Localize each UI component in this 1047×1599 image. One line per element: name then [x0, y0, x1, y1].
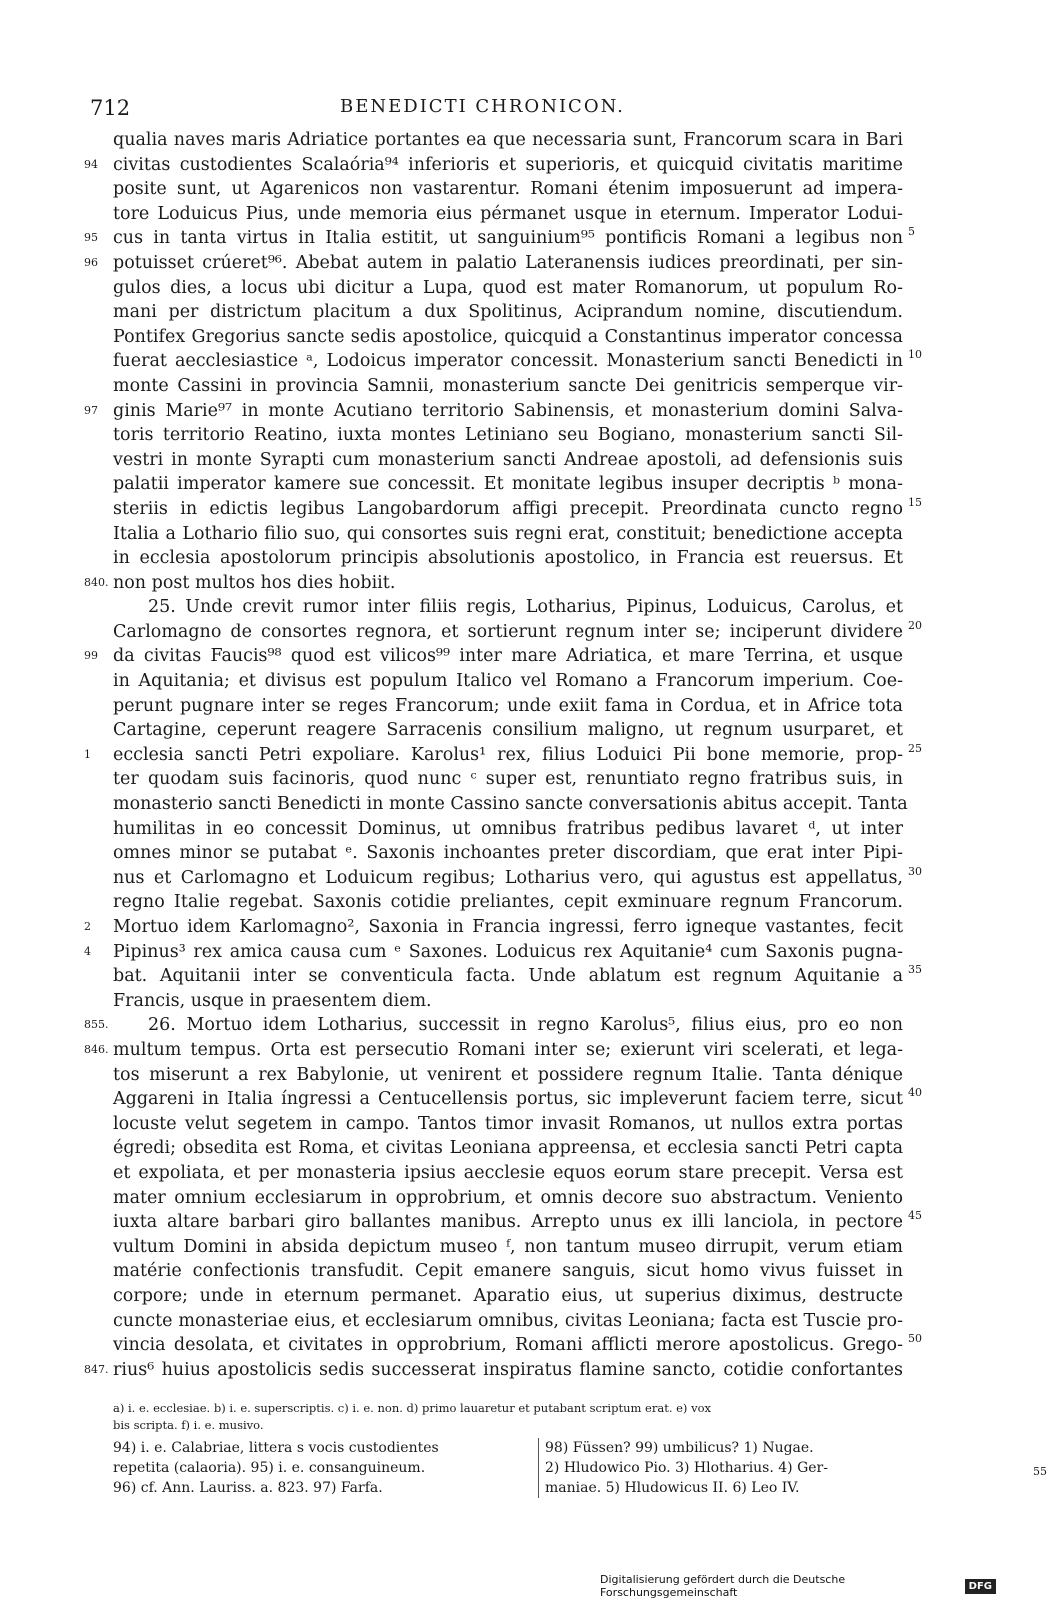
line-text: regno Italie regebat. Saxonis cotidie preliantes, cepit exminuare regnum Francorum. [113, 892, 903, 913]
line-text: non post multos hos dies hobiit. [113, 572, 396, 593]
text-line [0, 546, 1000, 571]
text-line [0, 694, 1000, 719]
text-line [0, 1063, 1000, 1088]
text-line [0, 866, 1000, 891]
line-text: ter quodam suis facinoris, quod nunc ᶜ super est, renuntiato regno fratribus suis, in [113, 769, 903, 790]
line-text: rius⁶ huius apostolicis sedis successerat inspiratus flamine sancto, cotidie confortantes [113, 1359, 903, 1380]
note-line: 96) cf. Ann. Lauriss. a. 823. 97) Farfa. [113, 1480, 383, 1496]
text-line [0, 399, 1000, 424]
notes-column-left [113, 1438, 533, 1498]
line-text: fuerat aecclesiastice ᵃ, Lodoicus imperator concessit. Monasterium sancti Benedicti in [113, 351, 903, 372]
running-title: BENEDICTI CHRONICON. [340, 96, 625, 117]
line-number: 55 [1033, 1465, 1047, 1478]
line-text: Cartagine, ceperunt reagere Sarracenis consilium maligno, ut regnum usurparet, et [113, 720, 903, 741]
text-line [0, 915, 1000, 940]
text-line [0, 374, 1000, 399]
text-line [0, 276, 1000, 301]
margin-note: 94 [84, 157, 98, 171]
line-text: ginis Marie⁹⁷ in monte Acutiano territorio Sabinensis, et monasterium domini Salva- [113, 400, 903, 421]
text-line [0, 743, 1000, 768]
dfg-logo: DFG [965, 1579, 996, 1594]
note-line: maniae. 5) Hludowicus II. 6) Leo IV. [545, 1480, 800, 1496]
line-text: ecclesia sancti Petri expoliare. Karolus¹ rex, filius Loduici Pii bone memorie, prop- [113, 744, 903, 765]
main-text [0, 128, 1000, 1382]
text-line [0, 1038, 1000, 1063]
line-number: 25 [908, 741, 922, 755]
text-line [0, 522, 1000, 547]
line-text: Pontifex Gregorius sancte sedis apostolice, quicquid a Constantinus imperator concessa [113, 326, 903, 347]
margin-note: 840. [84, 575, 109, 589]
line-text: mani per districtum placitum a dux Spolitinus, Aciprandum nomine, discutiendum. [113, 302, 903, 323]
text-line [0, 1235, 1000, 1260]
line-text: Mortuo idem Karlomagno², Saxonia in Francia ingressi, ferro igneque vastantes, fecit [113, 917, 903, 937]
text-line [0, 1309, 1000, 1334]
line-text: vultum Domini in absida depictum museo ᶠ, non tantum museo dirrupit, verum etiam [113, 1236, 903, 1257]
text-line [0, 989, 1000, 1014]
line-text: corpore; unde in eternum permanet. Aparatio eius, ut superius diximus, destructe [113, 1285, 903, 1306]
text-line [0, 1210, 1000, 1235]
text-line [0, 718, 1000, 743]
line-text: nus et Carlomagno et Loduicum regibus; Lotharius vero, qui agustus est appellatus, [113, 867, 903, 888]
margin-note: 846. [84, 1042, 109, 1056]
text-line [0, 448, 1000, 473]
line-text: iuxta altare barbari giro ballantes manibus. Arrepto unus ex illi lanciola, in pectore [113, 1212, 903, 1233]
line-text: Italia a Lothario filio suo, qui consortes suis regni erat, constituit; benedictione accepta [113, 523, 903, 544]
margin-note: 97 [84, 403, 98, 417]
line-text: vestri in monte Syrapti cum monasterium sancti Andreae apostoli, ad defensionis suis [113, 449, 903, 470]
line-text: 25. Unde crevit rumor inter filiis regis, Lotharius, Pipinus, Loduicus, Carolus, et [148, 597, 903, 618]
line-text: steriis in edictis legibus Langobardorum affigi precepit. Preordinata cuncto regno [113, 498, 903, 519]
text-line [0, 423, 1000, 448]
page-number: 712 [90, 96, 131, 120]
line-text: Aggareni in Italia íngressi a Centucellensis portus, sic impleverunt faciem terre, sicut [113, 1089, 903, 1110]
line-text: civitas custodientes Scalaória⁹⁴ inferioris et superioris, et quicquid civitatis maritime [113, 154, 903, 175]
credit-text: Digitalisierung gefördert durch die Deutsche Forschungsgemeinschaft [600, 1573, 846, 1599]
margin-note: 4 [84, 944, 91, 958]
text-line [0, 226, 1000, 251]
text-line [0, 1284, 1000, 1309]
line-number: 45 [908, 1209, 922, 1223]
margin-note: 847. [84, 1362, 109, 1376]
line-text: égredi; obsedita est Roma, et civitas Leoniana appreensa, et ecclesia sancti Petri capta [113, 1138, 903, 1159]
text-line [0, 792, 1000, 817]
text-line [0, 964, 1000, 989]
page-header [0, 96, 1000, 126]
text-line [0, 128, 1000, 153]
text-line [0, 1136, 1000, 1161]
text-line [0, 1087, 1000, 1112]
margin-note: 2 [84, 920, 91, 933]
line-number: 20 [908, 618, 922, 632]
line-text: Carlomagno de consortes regnora, et sortierunt regnum inter se; inciperunt dividere [113, 621, 903, 642]
line-text: mater omnium ecclesiarum in opprobrium, et omnis decore suo abstractum. Veniento [113, 1187, 903, 1208]
text-line [0, 497, 1000, 522]
line-number: 10 [908, 348, 922, 362]
line-text: multum tempus. Orta est persecutio Romani inter se; exierunt viri scelerati, et lega- [113, 1039, 903, 1060]
line-text: potuisset crúeret⁹⁶. Abebat autem in palatio Lateranensis iudices preordinati, per sin- [113, 252, 903, 273]
margin-note: 96 [84, 255, 98, 269]
text-line [0, 595, 1000, 620]
text-line [0, 1358, 1000, 1383]
text-line [0, 177, 1000, 202]
line-text: omnes minor se putabat ᵉ. Saxonis inchoantes preter discordiam, que erat inter Pipi- [113, 843, 903, 864]
line-number: 15 [908, 495, 922, 509]
line-text: locuste velut segetem in campo. Tantos timor invasit Romanos, ut nullos extra portas [113, 1113, 903, 1134]
text-line [0, 153, 1000, 178]
line-text: palatii imperator kamere sue concessit. Et monitate legibus insuper decriptis ᵇ mona- [113, 474, 903, 495]
text-line [0, 1161, 1000, 1186]
line-text: perunt pugnare inter se reges Francorum; unde exiit fama in Cordua, et in Africe tota [113, 695, 903, 716]
text-line [0, 202, 1000, 227]
line-text: monte Cassini in provincia Samnii, monasterium sancte Dei genitricis semperque vir- [113, 375, 903, 396]
text-line [0, 1186, 1000, 1211]
text-line [0, 1013, 1000, 1038]
text-line [0, 817, 1000, 842]
line-text: posite sunt, ut Agarenicos non vastarentur. Romani étenim imposuerunt ad impera- [113, 179, 903, 200]
margin-note: 855. [84, 1018, 109, 1032]
critical-note-line: bis scripta. f) i. e. musivo. [113, 1418, 264, 1432]
text-line [0, 325, 1000, 350]
digitization-credit [600, 1575, 1000, 1597]
text-line [0, 1112, 1000, 1137]
line-number: 50 [908, 1332, 922, 1346]
margin-note: 1 [84, 747, 91, 761]
line-text: vincia desolata, et civitates in opprobrium, Romani afflicti merore apostolicus. Grego- [113, 1335, 903, 1356]
note-line: 2) Hludowico Pio. 3) Hlotharius. 4) Ger- [545, 1460, 828, 1476]
text-line [0, 841, 1000, 866]
line-text: gulos dies, a locus ubi dicitur a Lupa, quod est mater Romanorum, ut populum Ro- [113, 277, 903, 298]
margin-note: 99 [84, 649, 98, 663]
text-line [0, 472, 1000, 497]
line-text: cuncte monasteriae eius, et ecclesiarum omnibus, civitas Leoniana; facta est Tuscie pro- [113, 1310, 903, 1331]
line-text: 26. Mortuo idem Lotharius, successit in regno Karolus⁵, filius eius, pro eo non [148, 1015, 903, 1036]
line-text: matérie confectionis transfudit. Cepit emanere sanguis, sicut homo vivus fuisset in [113, 1261, 903, 1282]
note-line: repetita (calaoria). 95) i. e. consanguineum. [113, 1460, 426, 1476]
line-number: 30 [908, 864, 922, 878]
line-number: 40 [908, 1086, 922, 1100]
text-line [0, 571, 1000, 596]
critical-apparatus [113, 1400, 903, 1434]
line-text: tore Loduicus Pius, unde memoria eius pérmanet usque in eternum. Imperator Lodui- [113, 203, 903, 224]
line-number: 5 [908, 225, 915, 239]
text-line [0, 620, 1000, 645]
text-line [0, 940, 1000, 965]
margin-note: 95 [84, 231, 98, 245]
text-line [0, 300, 1000, 325]
line-number: 35 [908, 963, 922, 977]
notes-column-right [538, 1438, 920, 1498]
line-text: Francis, usque in praesentem diem. [113, 990, 432, 1011]
critical-note-line: a) i. e. ecclesiae. b) i. e. superscriptis. c) i. e. non. d) primo lauaretur et putabant scriptum erat. e) vox [113, 1401, 711, 1415]
line-text: Pipinus³ rex amica causa cum ᵉ Saxones. Loduicus rex Aquitanie⁴ cum Saxonis pugna- [113, 941, 903, 962]
line-text: cus in tanta virtus in Italia estitit, ut sanguinium⁹⁵ pontificis Romani a legibus non [113, 228, 903, 249]
line-text: humilitas in eo concessit Dominus, ut omnibus fratribus pedibus lavaret ᵈ, ut inter [113, 818, 903, 839]
line-text: toris territorio Reatino, iuxta montes Letiniano seu Bogiano, monasterium sancti Sil- [113, 425, 903, 446]
note-line: 94) i. e. Calabriae, littera s vocis custodientes [113, 1440, 439, 1456]
text-line [0, 644, 1000, 669]
line-text: et expoliata, et per monasteria ipsius aecclesie equos eorum stare precepit. Versa est [113, 1162, 903, 1183]
text-line [0, 669, 1000, 694]
line-text: tos miserunt a rex Babylonie, ut venirent et possidere regnum Italie. Tanta dénique [113, 1064, 903, 1085]
line-text: da civitas Faucis⁹⁸ quod est vilicos⁹⁹ inter mare Adriatica, et mare Terrina, et usque [113, 646, 903, 667]
line-text: qualia naves maris Adriatice portantes ea que necessaria sunt, Francorum scara in Bari [113, 130, 903, 150]
text-line [0, 251, 1000, 276]
note-line: 98) Füssen? 99) umbilicus? 1) Nugae. [545, 1440, 814, 1456]
line-text: monasterio sancti Benedicti in monte Cassino sancte conversationis abitus accepit. Tanta [113, 794, 908, 815]
text-line [0, 767, 1000, 792]
text-line [0, 1259, 1000, 1284]
line-text: bat. Aquitanii inter se conventicula facta. Unde ablatum est regnum Aquitanie a [113, 966, 903, 987]
text-line [0, 1333, 1000, 1358]
line-text: in ecclesia apostolorum principis absolutionis apostolico, in Francia est reuersus. Et [113, 548, 903, 569]
text-line [0, 890, 1000, 915]
line-text: in Aquitania; et divisus est populum Italico vel Romano a Francorum imperium. Coe- [113, 671, 903, 692]
text-line [0, 349, 1000, 374]
